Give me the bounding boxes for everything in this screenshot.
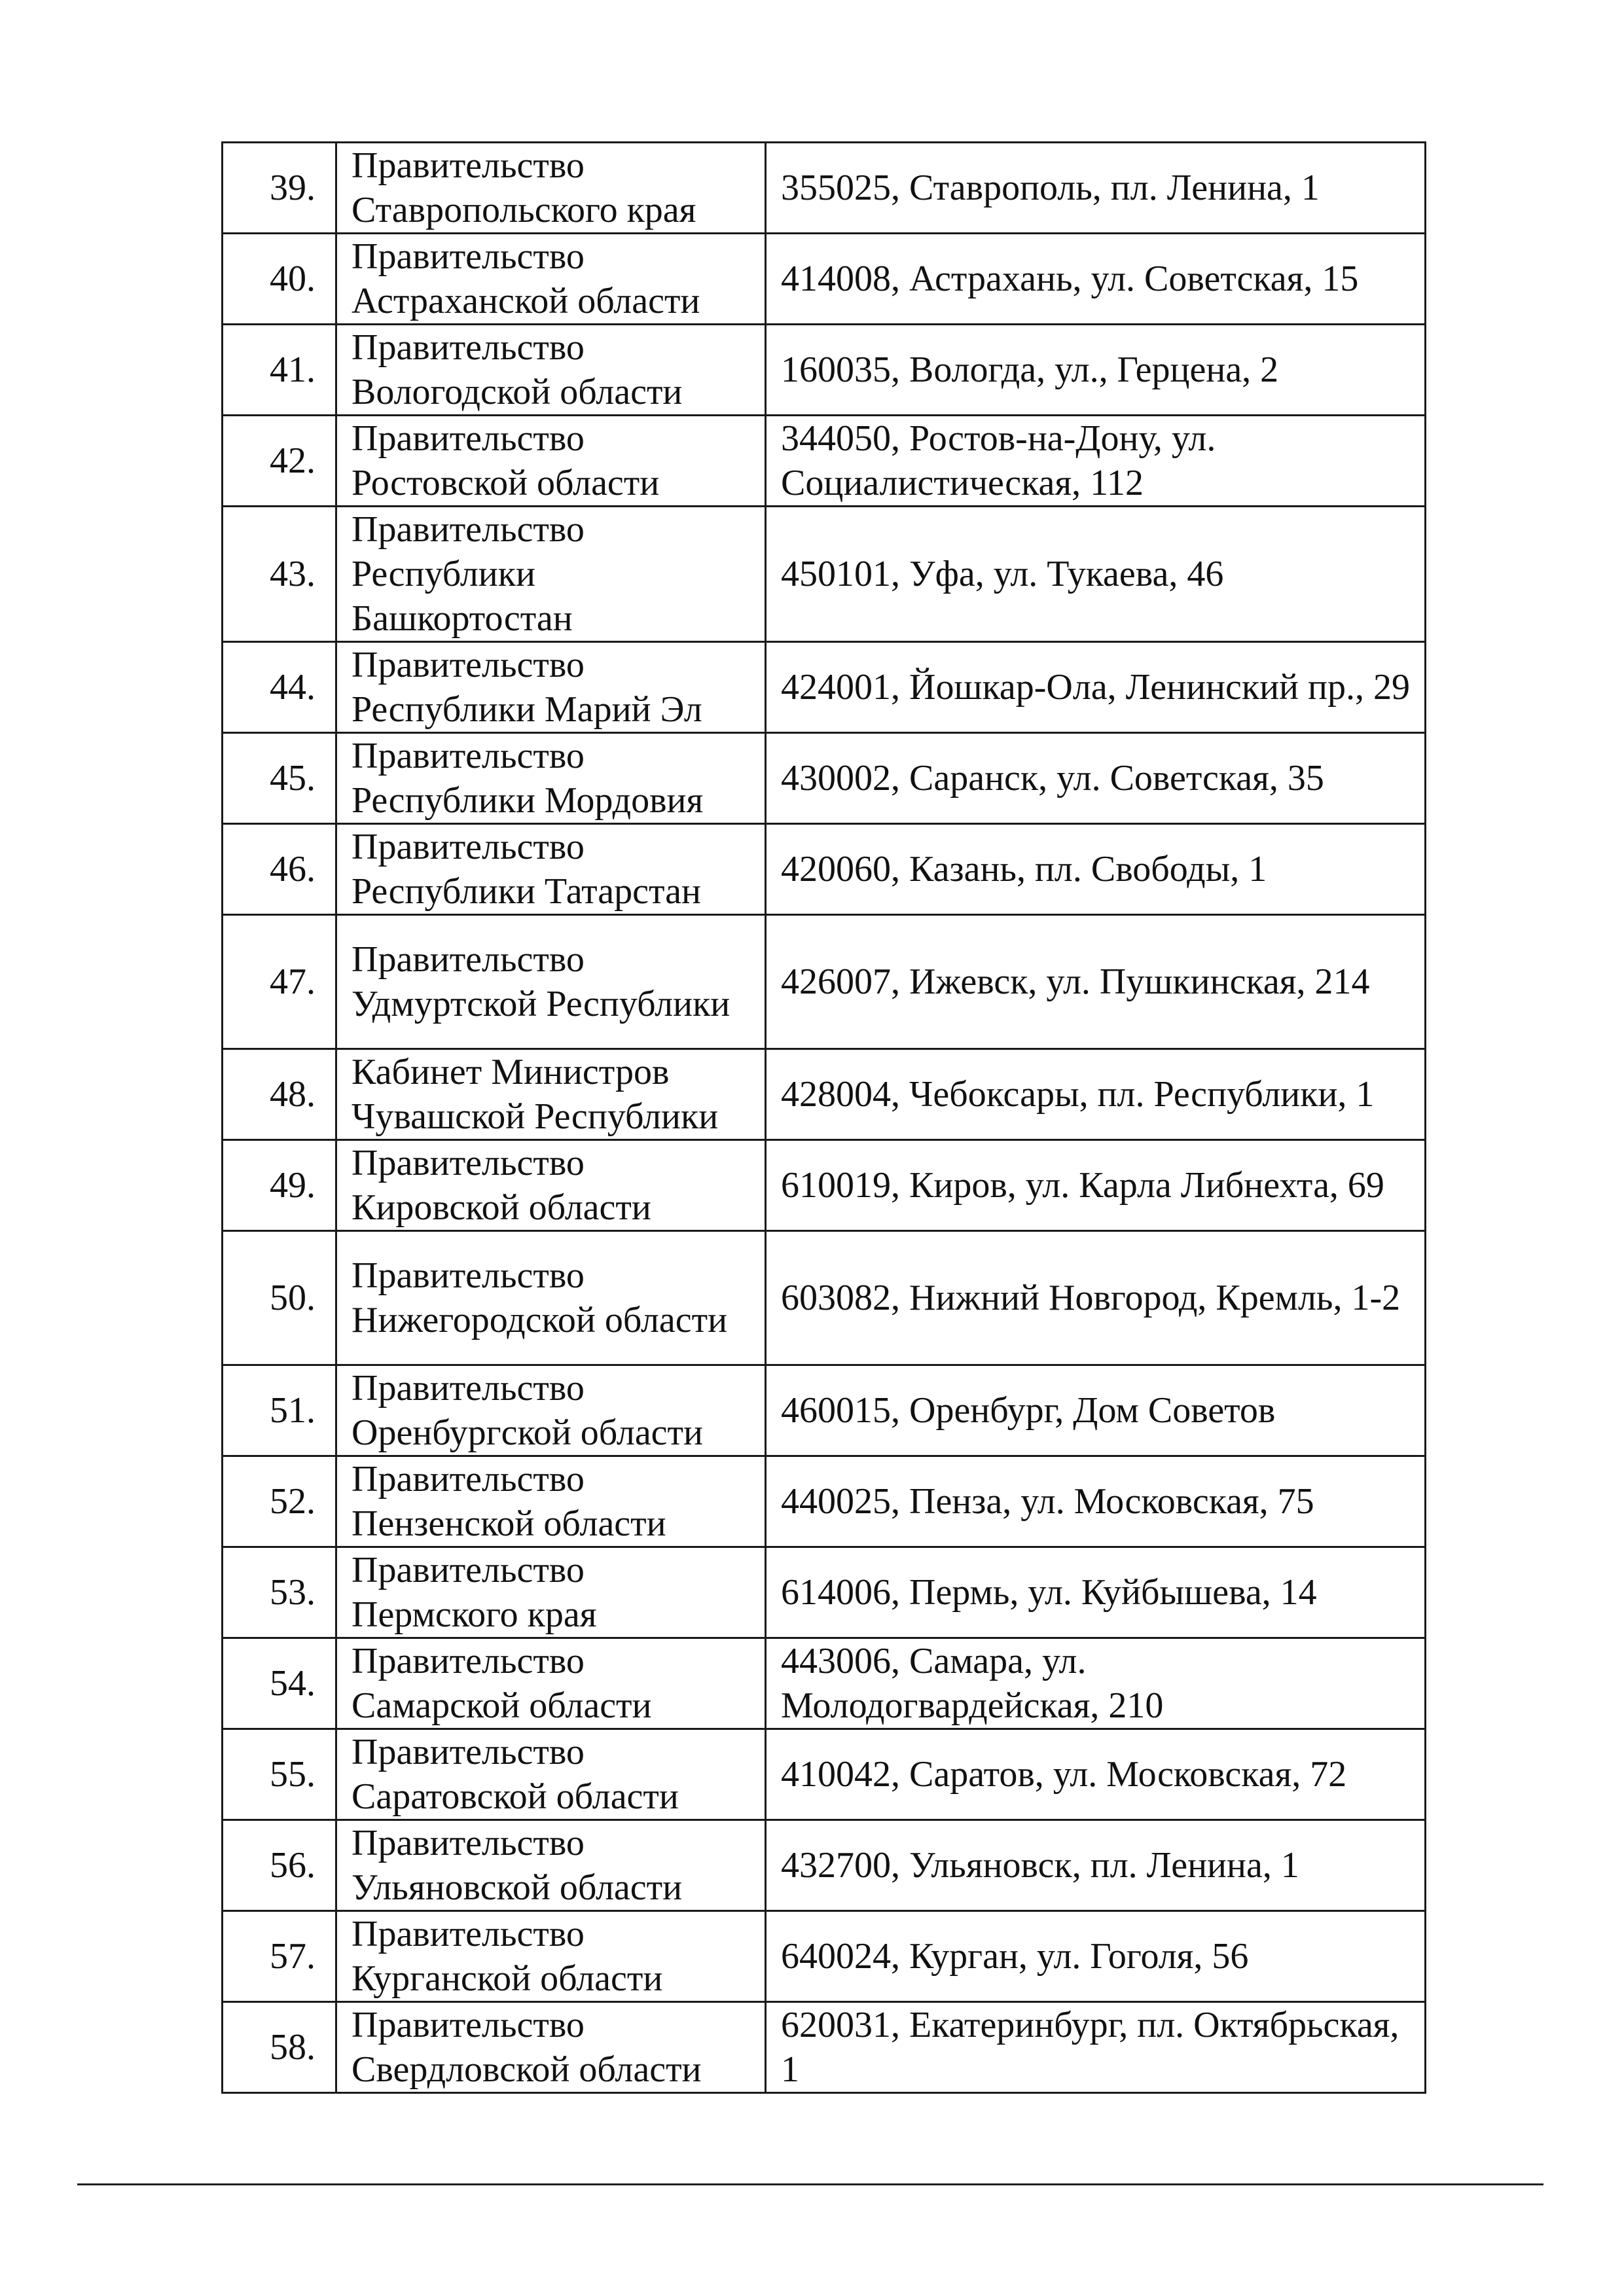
row-number: 43.	[223, 507, 336, 642]
table-row	[223, 1456, 1426, 1547]
postal-address: 160035, Вологда, ул., Герцена, 2	[766, 325, 1426, 416]
row-number: 44.	[223, 642, 336, 733]
organization-name: Правительство Курганской области	[336, 1911, 766, 2002]
postal-address: 426007, Ижевск, ул. Пушкинская, 214	[766, 915, 1426, 1049]
postal-address: 443006, Самара, ул. Молодогвардейская, 210	[766, 1638, 1426, 1729]
row-number: 46.	[223, 824, 336, 915]
organization-name: Правительство Ульяновской области	[336, 1820, 766, 1911]
postal-address: 440025, Пенза, ул. Московская, 75	[766, 1456, 1426, 1547]
postal-address: 355025, Ставрополь, пл. Ленина, 1	[766, 143, 1426, 234]
row-number: 40.	[223, 234, 336, 325]
table-row	[223, 1911, 1426, 2002]
row-number: 41.	[223, 325, 336, 416]
organization-name: Правительство Ростовской области	[336, 416, 766, 507]
organization-name: Правительство Пермского края	[336, 1547, 766, 1638]
postal-address: 410042, Саратов, ул. Московская, 72	[766, 1729, 1426, 1820]
table-row	[223, 733, 1426, 824]
postal-address: 430002, Саранск, ул. Советская, 35	[766, 733, 1426, 824]
table-row	[223, 234, 1426, 325]
table-row	[223, 416, 1426, 507]
table-row	[223, 642, 1426, 733]
postal-address: 614006, Пермь, ул. Куйбышева, 14	[766, 1547, 1426, 1638]
row-number: 58.	[223, 2002, 336, 2093]
row-number: 55.	[223, 1729, 336, 1820]
organization-name: Правительство Оренбургской области	[336, 1365, 766, 1456]
row-number: 54.	[223, 1638, 336, 1729]
organization-name: Правительство Республики Башкортостан	[336, 507, 766, 642]
row-number: 52.	[223, 1456, 336, 1547]
table-row	[223, 143, 1426, 234]
table-row	[223, 1729, 1426, 1820]
table-row	[223, 1140, 1426, 1231]
table-row	[223, 1638, 1426, 1729]
organization-name: Правительство Вологодской области	[336, 325, 766, 416]
table-row	[223, 824, 1426, 915]
postal-address: 420060, Казань, пл. Свободы, 1	[766, 824, 1426, 915]
row-number: 45.	[223, 733, 336, 824]
row-number: 53.	[223, 1547, 336, 1638]
organization-name: Правительство Ставропольского края	[336, 143, 766, 234]
row-number: 48.	[223, 1049, 336, 1140]
organization-name: Правительство Нижегородской области	[336, 1231, 766, 1365]
footer-divider	[77, 2183, 1543, 2185]
row-number: 56.	[223, 1820, 336, 1911]
row-number: 50.	[223, 1231, 336, 1365]
table-row	[223, 1049, 1426, 1140]
table-row	[223, 1231, 1426, 1365]
postal-address: 640024, Курган, ул. Гоголя, 56	[766, 1911, 1426, 2002]
organization-name: Правительство Кировской области	[336, 1140, 766, 1231]
organization-name: Правительство Саратовской области	[336, 1729, 766, 1820]
organization-name: Правительство Пензенской области	[336, 1456, 766, 1547]
row-number: 42.	[223, 416, 336, 507]
row-number: 57.	[223, 1911, 336, 2002]
table-row	[223, 325, 1426, 416]
organization-name: Правительство Республики Татарстан	[336, 824, 766, 915]
postal-address: 620031, Екатеринбург, пл. Октябрьская, 1	[766, 2002, 1426, 2093]
row-number: 39.	[223, 143, 336, 234]
table-row	[223, 1547, 1426, 1638]
postal-address: 432700, Ульяновск, пл. Ленина, 1	[766, 1820, 1426, 1911]
organization-name: Правительство Республики Марий Эл	[336, 642, 766, 733]
row-number: 47.	[223, 915, 336, 1049]
postal-address: 603082, Нижний Новгород, Кремль, 1-2	[766, 1231, 1426, 1365]
postal-address: 424001, Йошкар-Ола, Ленинский пр., 29	[766, 642, 1426, 733]
postal-address: 344050, Ростов-на-Дону, ул. Социалистическая, 112	[766, 416, 1426, 507]
postal-address: 460015, Оренбург, Дом Советов	[766, 1365, 1426, 1456]
organization-name: Правительство Свердловской области	[336, 2002, 766, 2093]
table-row	[223, 1820, 1426, 1911]
row-number: 49.	[223, 1140, 336, 1231]
organization-name: Правительство Астраханской области	[336, 234, 766, 325]
government-address-table	[221, 141, 1426, 2094]
organization-name: Правительство Самарской области	[336, 1638, 766, 1729]
organization-name: Правительство Республики Мордовия	[336, 733, 766, 824]
postal-address: 414008, Астрахань, ул. Советская, 15	[766, 234, 1426, 325]
postal-address: 428004, Чебоксары, пл. Республики, 1	[766, 1049, 1426, 1140]
postal-address: 610019, Киров, ул. Карла Либнехта, 69	[766, 1140, 1426, 1231]
organization-name: Правительство Удмуртской Республики	[336, 915, 766, 1049]
table-row	[223, 1365, 1426, 1456]
table-row	[223, 915, 1426, 1049]
table-row	[223, 2002, 1426, 2093]
postal-address: 450101, Уфа, ул. Тукаева, 46	[766, 507, 1426, 642]
table-row	[223, 507, 1426, 642]
organization-name: Кабинет Министров Чувашской Республики	[336, 1049, 766, 1140]
row-number: 51.	[223, 1365, 336, 1456]
